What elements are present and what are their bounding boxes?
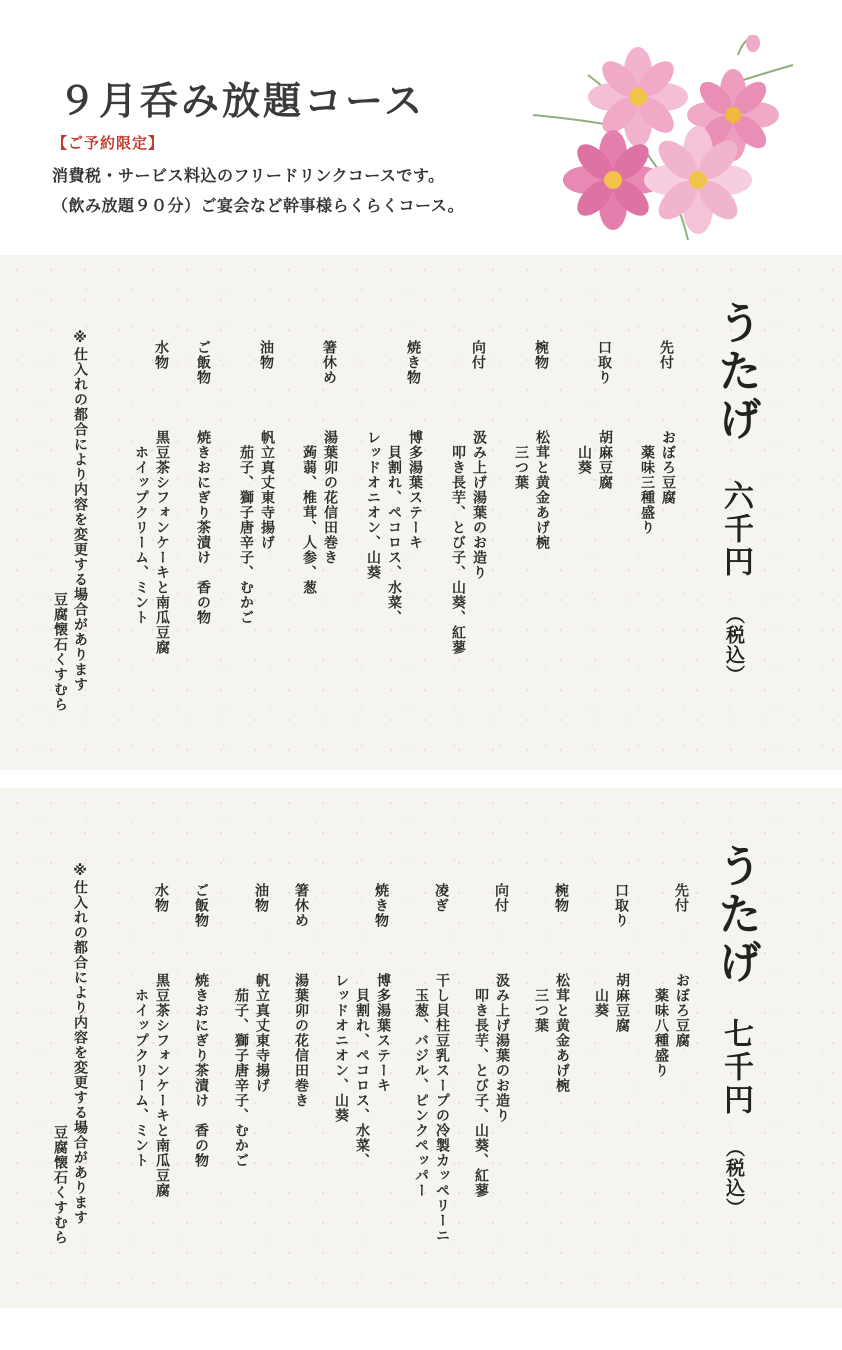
restaurant-name: 豆腐懐石くすむら [52,592,68,712]
menu-dish: 胡麻豆腐 山葵 [593,973,630,1033]
menu-dish: 焼きおにぎり茶漬け 香の物 [195,430,211,625]
intro-line-1: 消費税・サービス料込のフリードリンクコースです。 [52,166,445,185]
menu-change-note: ※仕入れの都合により内容を変更する場合があります [72,330,88,692]
menu-category: 先付 [673,883,689,913]
reservation-only-tag: 【ご予約限定】 [52,134,165,152]
menu-dish: 汲み上げ湯葉のお造り 叩き長芋、とび子、山葵、紅蓼 [473,973,510,1198]
course-panel-7000 [0,788,842,1308]
page-title: ９月呑み放題コース [58,79,426,123]
menu-dish: 帆立真丈東寺揚げ 茄子、獅子唐辛子、むかご [238,430,275,625]
menu-category: 先付 [658,340,674,370]
menu-change-note: ※仕入れの都合により内容を変更する場合があります [72,863,88,1225]
course-name: うたげ [710,843,761,987]
menu-dish: おぼろ豆腐 薬味八種盛り [653,973,690,1078]
menu-category: 油物 [258,340,274,370]
course-tax-label: （税込） [723,605,745,685]
course-panel-6000 [0,255,842,770]
flower-top [588,47,688,147]
menu-dish: 焼きおにぎり茶漬け 香の物 [193,973,209,1168]
menu-category: 水物 [153,340,169,370]
menu-category: 箸休め [293,883,309,928]
course-tax-label: （税込） [723,1138,745,1218]
menu-category: 椀物 [553,883,569,913]
menu-category: 椀物 [533,340,549,370]
menu-dish: 黒豆茶シフォンケーキと南瓜豆腐 ホイップクリーム、ミント [133,973,170,1198]
intro-line-2: （飲み放題９０分）ご宴会など幹事様らくらくコース。 [52,196,465,215]
menu-dish: 黒豆茶シフォンケーキと南瓜豆腐 ホイップクリーム、ミント [133,430,170,655]
menu-category: ご飯物 [193,883,209,928]
menu-dish: 博多湯葉ステーキ 貝割れ、ペコロス、水菜、 レッドオニオン、山葵 [333,973,391,1168]
menu-category: 焼き物 [373,883,389,928]
restaurant-name: 豆腐懐石くすむら [52,1125,68,1245]
menu-dish: 湯葉卯の花信田巻き [293,973,309,1108]
menu-category: 凌ぎ [433,883,449,913]
menu-category: 向付 [493,883,509,913]
menu-category: ご飯物 [195,340,211,385]
page-header [0,0,842,255]
course-price: 七千円 [718,1018,753,1117]
menu-dish: 松茸と黄金あげ椀 三つ葉 [533,973,570,1093]
menu-category: 水物 [153,883,169,913]
menu-dish: 汲み上げ湯葉のお造り 叩き長芋、とび子、山葵、紅蓼 [450,430,487,655]
course-price: 六千円 [718,480,753,579]
flower-bud [746,35,760,52]
menu-category: 口取り [596,340,612,385]
menu-category: 口取り [613,883,629,928]
menu-dish: 博多湯葉ステーキ 貝割れ、ペコロス、水菜、 レッドオニオン、山葵 [365,430,423,625]
menu-dish: 松茸と黄金あげ椀 三つ葉 [513,430,550,550]
menu-dish: おぼろ豆腐 薬味三種盛り [639,430,676,535]
menu-category: 油物 [253,883,269,913]
course-name: うたげ [710,300,761,444]
menu-category: 焼き物 [405,340,421,385]
cosmos-flowers-illustration [528,35,798,245]
menu-dish: 湯葉卯の花信田巻き 蒟蒻、椎茸、人参、葱 [301,430,338,595]
menu-dish: 干し貝柱豆乳スープの冷製カッペリーニ 玉葱、バジル、ピンクペッパー [413,973,450,1243]
menu-dish: 胡麻豆腐 山葵 [576,430,613,490]
menu-category: 向付 [470,340,486,370]
menu-dish: 帆立真丈東寺揚げ 茄子、獅子唐辛子、むかご [233,973,270,1168]
menu-category: 箸休め [321,340,337,385]
